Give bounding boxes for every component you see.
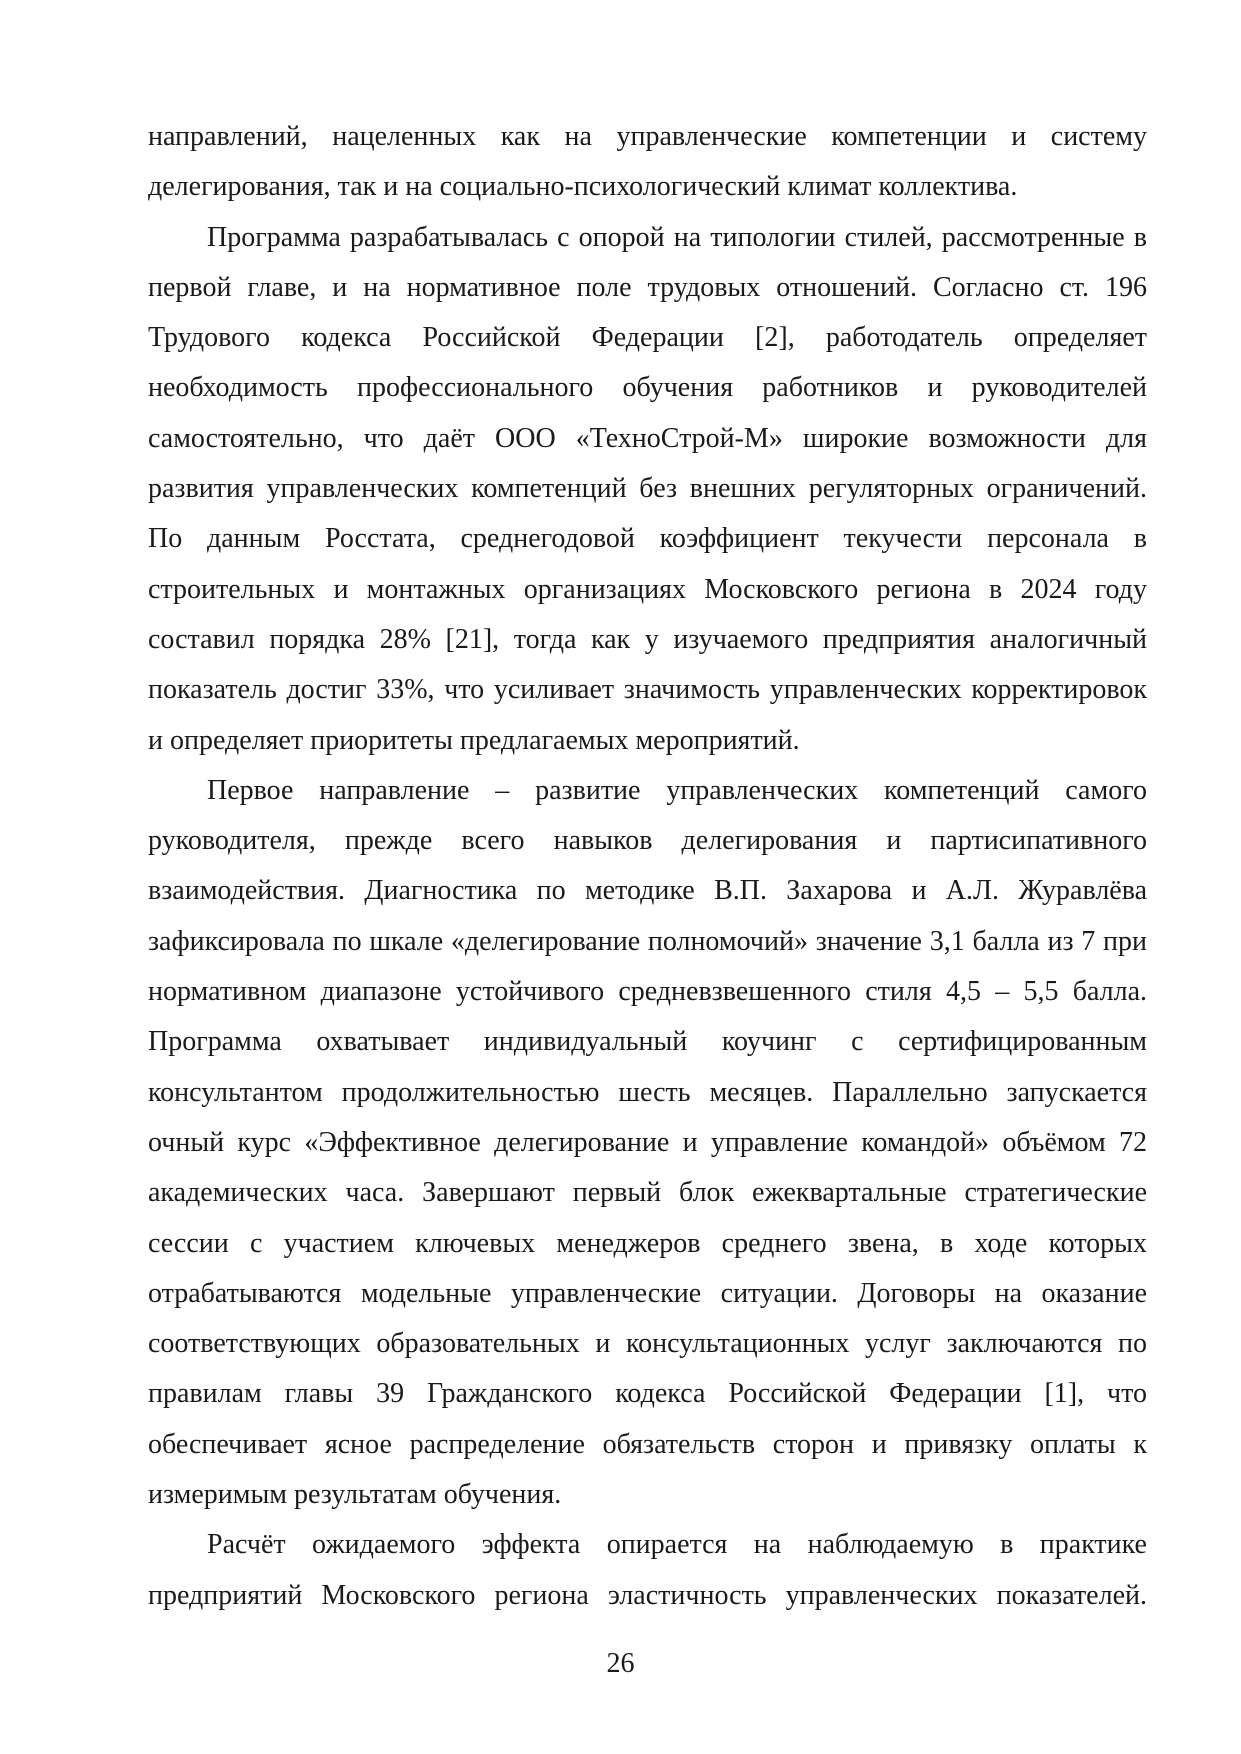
paragraph-first-direction: Первое направление – развитие управленческих компетенций самого руководителя, прежде всего навыков делегирования и партисипативного взаимодействия. Диагностика по методике В.П. Захарова и А.Л. Журавлёва зафиксировала по шкале «делегирование полномочий» значение 3,1 балла из 7 при нормативном диапазоне устойчивого средневзвешенного стиля 4,5 – 5,5 балла. Программа охватывает индивидуальный коучинг с сертифицированным консультантом продолжительностью шесть месяцев. Параллельно запускается очный курс «Эффективное делегирование и управление командой» объёмом 72 академических часа. Завершают первый блок ежеквартальные стратегические сессии с участием ключевых менеджеров среднего звена, в ходе которых отрабатываются модельные управленческие ситуации. Договоры на оказание соответствующих образовательных и консультационных услуг заключаются по правилам главы 39 Гражданского кодекса Российской Федерации [1], что обеспечивает ясное распределение обязательств сторон и привязку оплаты к измеримым результатам обучения. [148,774,1147,1511]
page-number: 26 [606,1648,635,1679]
paragraph-continuation: направлений, нацеленных как на управленческие компетенции и систему делегирования, так и на социально-психологический климат коллектива. [148,121,1147,203]
paragraph-effect-calculation: Расчёт ожидаемого эффекта опирается на наблюдаемую в практике предприятий Московского региона эластичность управленческих показателей. [148,1529,1147,1611]
body-text [148,112,1147,1621]
paragraph-program-basis: Программа разрабатывалась с опорой на типологии стилей, рассмотренные в первой главе, и на нормативное поле трудовых отношений. Согласно ст. 196 Трудового кодекса Российской Федерации [2], работодатель определяет необходимость профессионального обучения работников и руководителей самостоятельно, что даёт ООО «ТехноСтрой-М» широкие возможности для развития управленческих компетенций без внешних регуляторных ограничений. По данным Росстата, среднегодовой коэффициент текучести персонала в строительных и монтажных организациях Московского региона в 2024 году составил порядка 28% [21], тогда как у изучаемого предприятия аналогичный показатель достиг 33%, что усиливает значимость управленческих корректировок и определяет приоритеты предлагаемых мероприятий. [148,221,1147,756]
